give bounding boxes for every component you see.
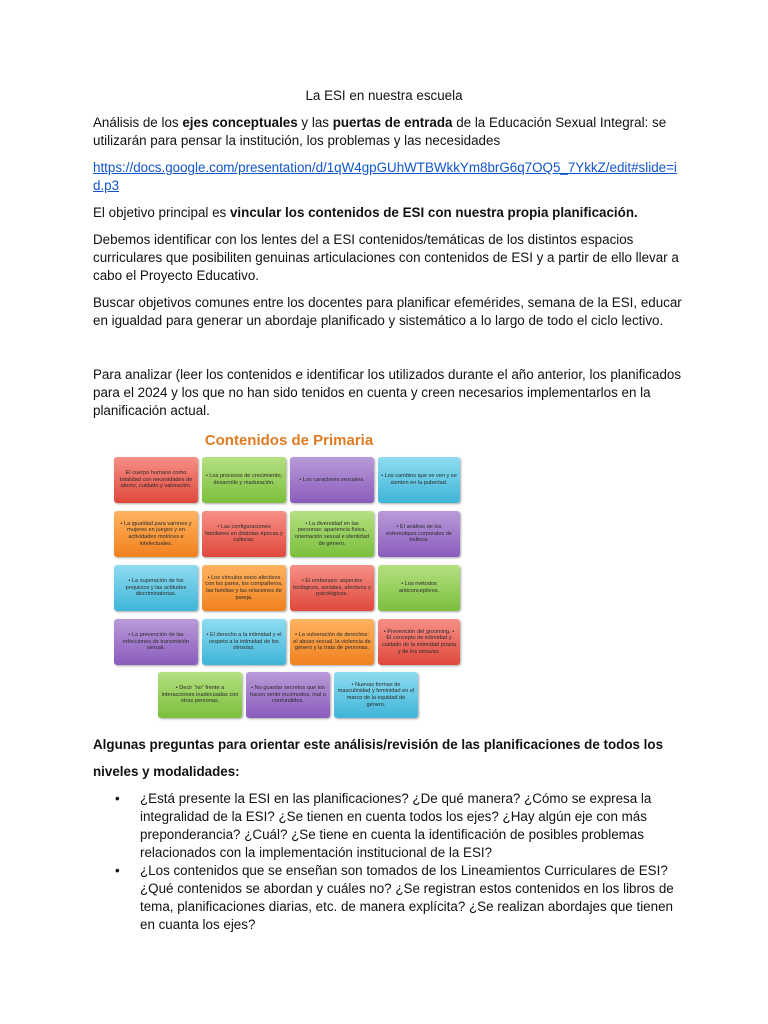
content-box: • Decir “no” frente a interacciones inadecuadas con otras personas.: [158, 672, 242, 718]
content-box: • Los vínculos socio afectivos con los pares, los compañeros, las familias y las relaciones de pareja.: [202, 565, 286, 611]
intro-bold-ejes: ejes conceptuales: [182, 115, 298, 130]
figure-title: Contenidos de Primaria: [204, 432, 374, 449]
intro-text-2: y las: [297, 115, 333, 130]
intro-bold-puertas: puertas de entrada: [332, 115, 453, 130]
contenidos-primaria-figure: [110, 428, 468, 722]
intro-text-1: Análisis de los: [93, 115, 183, 130]
question-text: ¿Los contenidos que se enseñan son tomados de los Lineamientos Curriculares de ESI? ¿Qué contenidos se abordan y cuáles no? ¿Se registran estos contenidos en los libros de tema, planificaciones diarias, etc. de manera explícita? ¿Se realizan abordajes que tienen en cuanta los ejes?: [140, 863, 674, 932]
content-box: • Los procesos de crecimiento, desarrollo y maduración.: [202, 457, 286, 503]
presentation-link-paragraph: [93, 159, 683, 195]
objective-text: El objetivo principal es: [93, 205, 230, 220]
identify-paragraph: Debemos identificar con los lentes del a ESI contenidos/temáticas de los distintos espacios curriculares que posibiliten genuinas articulaciones con contenidos de ESI y a partir de ello llevar a cabo el Proyecto Educativo.: [93, 232, 679, 283]
content-box: • Los caracteres sexuales.: [290, 457, 374, 503]
questions-list: [93, 790, 683, 934]
content-box: • Los métodos anticonceptivos.: [378, 565, 460, 611]
content-box: • La igualdad para varones y mujeres en juegos y en actividades motrices e intelectuales.: [114, 511, 198, 557]
content-box: • Nuevas formas de masculinidad y feminidad en el marco de la equidad de género.: [334, 672, 418, 718]
document-title: La ESI en nuestra escuela: [305, 88, 463, 103]
list-item: [93, 862, 683, 934]
content-box: • La superación de los prejuicios y las actitudes discriminatorias.: [114, 565, 198, 611]
bullet-icon: •: [115, 791, 120, 806]
question-text: ¿Está presente la ESI en las planificaciones? ¿De qué manera? ¿Cómo se expresa la integralidad de la ESI? ¿Se tienen en cuenta todos los ejes? ¿Hay algún eje con más preponderancia? ¿Cuál? ¿Se tiene en cuenta la identificación de posibles problemas relacionados con la implementación institucional de la ESI?: [140, 791, 652, 860]
content-box: • No guardar secretos que los hacen sentir incómodos, mal o confundidos.: [246, 672, 330, 718]
questions-heading-line-1: Algunas preguntas para orientar este análisis/revisión de las planificaciones de todos los: [93, 737, 664, 752]
list-item: [93, 790, 683, 862]
objective-paragraph: [93, 204, 683, 222]
presentation-link[interactable]: https://docs.google.com/presentation/d/1qW4gpGUhWTBWkkYm8brG6q7OQ5_7YkkZ/edit#slide=id.p3: [93, 160, 677, 193]
questions-heading-line-2: niveles y modalidades:: [93, 764, 240, 779]
content-box: El cuerpo humano como totalidad con necesidades de afecto, cuidado y valoración.: [114, 457, 198, 503]
content-box: • Los cambios que se ven y se sienten en la pubertad.: [378, 457, 460, 503]
intro-text-3: de la Educación Sexual Integral: se utilizarán para pensar la institución, los problemas y las necesidades: [93, 115, 667, 148]
content-box: • El derecho a la intimidad y el respeto a la intimidad de los otros/as.: [202, 619, 286, 665]
intro-paragraph: [93, 114, 683, 150]
content-box: • La vulneración de derechos: el abuso sexual, la violencia de género y la trata de personas.: [290, 619, 374, 665]
content-box: • Las configuraciones familiares en distintas épocas y culturas.: [202, 511, 286, 557]
content-box: • La diversidad en las personas: apariencia física, orientación sexual e identidad de género.: [290, 511, 374, 557]
bullet-icon: •: [115, 863, 120, 878]
content-box: • La prevención de las infecciones de transmisión sexual.: [114, 619, 198, 665]
content-box: • El embarazo: aspectos biológicos, sociales, afectivos y psicológicos.: [290, 565, 374, 611]
goals-paragraph: Buscar objetivos comunes entre los docentes para planificar efemérides, semana de la ESI, educar en igualdad para generar un abordaje planificado y sistemático a lo largo de todo el ciclo lectivo.: [93, 295, 682, 328]
analyze-paragraph: Para analizar (leer los contenidos e identificar los utilizados durante el año anterior, los planificados para el 2024 y los que no han sido tenidos en cuenta y creen necesarios implementarlos en la planificación actual.: [93, 367, 682, 418]
objective-bold: vincular los contenidos de ESI con nuestra propia planificación.: [229, 205, 638, 220]
content-box: • El análisis de los estereotipos corporales de belleza.: [378, 511, 460, 557]
content-box: • Prevención del grooming. • El concepto de intimidad y cuidado de la intimidad propia y de los otros/as.: [378, 619, 460, 665]
